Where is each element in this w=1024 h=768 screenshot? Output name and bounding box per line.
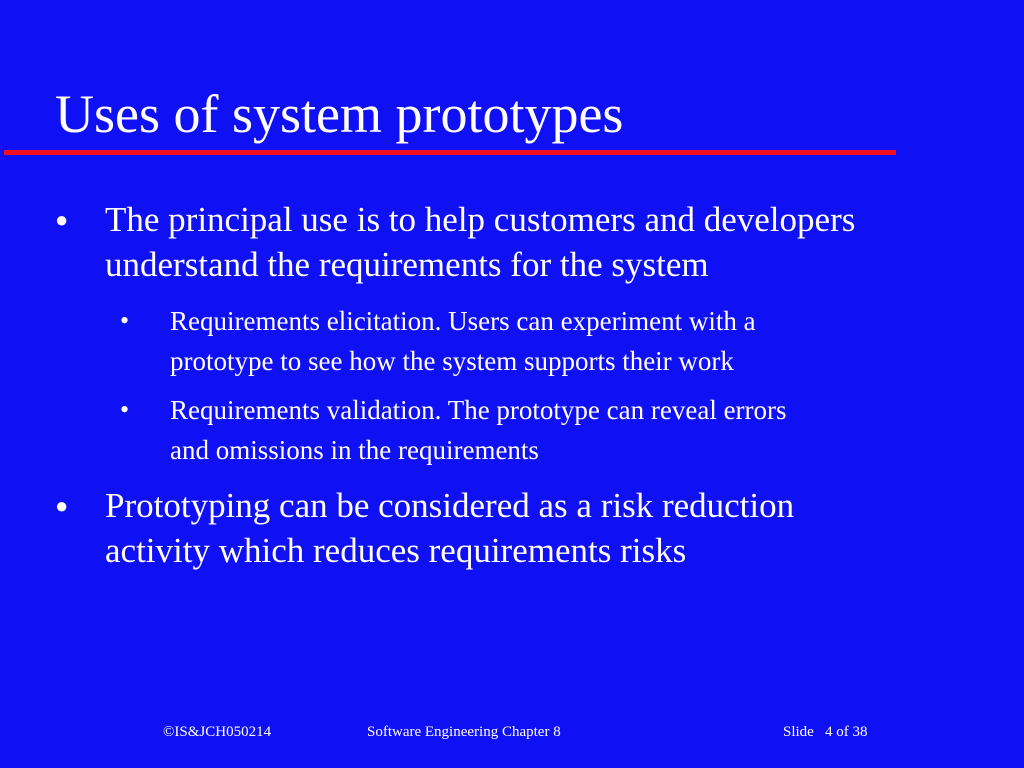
bullet-dot-icon: ● — [55, 207, 69, 232]
bullet-text — [105, 483, 985, 573]
bullet-text-line: Prototyping can be considered as a risk reduction — [105, 486, 795, 525]
sub-bullet-text-line: and omissions in the requirements — [170, 435, 539, 465]
sub-bullet-dot-icon: • — [120, 395, 130, 424]
bullet-text — [105, 197, 985, 287]
footer-course: Software Engineering Chapter 8 — [367, 724, 561, 740]
bullet-dot-icon: ● — [55, 493, 69, 518]
sub-bullet-text-line: Requirements elicitation. Users can experiment with a — [170, 306, 756, 336]
sub-bullet-text-line: prototype to see how the system supports their work — [170, 346, 734, 376]
bullet-text-line: The principal use is to help customers and developers — [105, 200, 856, 239]
footer-slide-number: 4 of 38 — [825, 724, 868, 740]
bullet-text-line: understand the requirements for the system — [105, 245, 709, 284]
bullet-text-line: activity which reduces requirements risks — [105, 531, 687, 570]
sub-bullet-text-line: Requirements validation. The prototype can reveal errors — [170, 395, 787, 425]
footer-slide-label: Slide — [783, 724, 814, 740]
title-underline — [4, 150, 896, 155]
sub-bullet-text — [170, 390, 970, 470]
footer-copyright: ©IS&JCH050214 — [163, 724, 272, 740]
sub-bullet-dot-icon: • — [120, 306, 130, 335]
sub-bullet-text — [170, 301, 970, 381]
slide-title: Uses of system prototypes — [55, 84, 624, 144]
